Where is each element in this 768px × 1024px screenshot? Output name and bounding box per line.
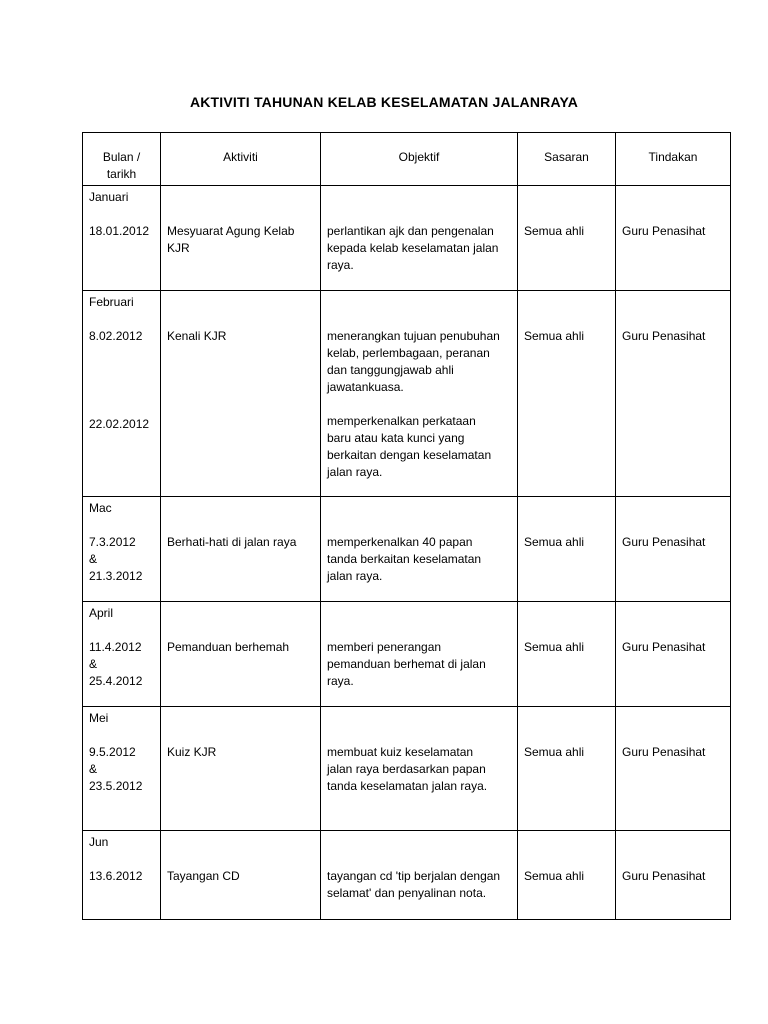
- table-row: [83, 186, 731, 291]
- cell-aktiviti: [161, 497, 321, 602]
- date-text: 18.01.2012: [89, 224, 150, 238]
- date-text: 25.4.2012: [89, 674, 143, 688]
- cell-objektif: [321, 497, 518, 602]
- cell-sasaran: [518, 831, 616, 920]
- tindakan-text: Guru Penasihat: [622, 535, 706, 549]
- document-title: AKTIVITI TAHUNAN KELAB KESELAMATAN JALANRAYA: [189, 94, 579, 110]
- objektif-line: kelab, perlembagaan, peranan: [327, 346, 490, 360]
- aktiviti-line: Kuiz KJR: [167, 745, 217, 759]
- cell-sasaran: [518, 186, 616, 291]
- aktiviti-line: KJR: [167, 241, 190, 255]
- objektif-line: raya.: [327, 674, 354, 688]
- cell-objektif: [321, 186, 518, 291]
- objektif-line: tayangan cd 'tip berjalan dengan: [327, 869, 501, 883]
- cell-bulan: [83, 707, 161, 831]
- tindakan-text: Guru Penasihat: [622, 329, 706, 343]
- cell-tindakan: [616, 186, 731, 291]
- objektif-line: selamat' dan penyalinan nota.: [327, 886, 487, 900]
- cell-aktiviti: [161, 291, 321, 497]
- objektif-line: dan tanggungjawab ahli: [327, 363, 454, 377]
- date-text: 21.3.2012: [89, 569, 143, 583]
- header-aktiviti: Aktiviti: [161, 133, 321, 186]
- objektif-line: jalan raya.: [327, 569, 383, 583]
- cell-tindakan: [616, 291, 731, 497]
- cell-tindakan: [616, 831, 731, 920]
- cell-tindakan: [616, 707, 731, 831]
- cell-bulan: [83, 186, 161, 291]
- sasaran-text: Semua ahli: [524, 329, 585, 343]
- cell-bulan: [83, 831, 161, 920]
- sasaran-text: Semua ahli: [524, 535, 585, 549]
- cell-objektif: [321, 707, 518, 831]
- cell-aktiviti: [161, 707, 321, 831]
- cell-sasaran: [518, 707, 616, 831]
- activities-table: [82, 132, 731, 920]
- month-label: April: [89, 606, 114, 620]
- cell-bulan: [83, 602, 161, 707]
- tindakan-text: Guru Penasihat: [622, 869, 706, 883]
- date-text: 11.4.2012: [89, 640, 142, 654]
- objektif-line: menerangkan tujuan penubuhan: [327, 329, 500, 343]
- objektif-line: pemanduan berhemat di jalan: [327, 657, 486, 671]
- objektif-line: perlantikan ajk dan pengenalan: [327, 224, 494, 238]
- table-row: [83, 291, 731, 497]
- date-text: 13.6.2012: [89, 869, 143, 883]
- cell-aktiviti: [161, 602, 321, 707]
- table-row: [83, 497, 731, 602]
- date-text: &: [89, 552, 98, 566]
- table-header-row: [83, 133, 731, 186]
- header-bulan: [83, 133, 161, 186]
- date-text: &: [89, 657, 98, 671]
- sasaran-text: Semua ahli: [524, 745, 585, 759]
- aktiviti-line: Mesyuarat Agung Kelab: [167, 224, 295, 238]
- tindakan-text: Guru Penasihat: [622, 640, 706, 654]
- objektif-line: kepada kelab keselamatan jalan: [327, 241, 499, 255]
- objektif-line: berkaitan dengan keselamatan: [327, 448, 492, 462]
- month-label: Jun: [89, 835, 109, 849]
- sasaran-text: Semua ahli: [524, 640, 585, 654]
- objektif-line: baru atau kata kunci yang: [327, 431, 465, 445]
- date-text: &: [89, 762, 98, 776]
- table-row: [83, 831, 731, 920]
- objektif-line: memberi penerangan: [327, 640, 442, 654]
- month-label: Februari: [89, 295, 134, 309]
- aktiviti-line: Kenali KJR: [167, 329, 227, 343]
- month-label: Mei: [89, 711, 109, 725]
- table-row: [83, 602, 731, 707]
- header-sasaran: Sasaran: [518, 133, 616, 186]
- cell-sasaran: [518, 497, 616, 602]
- objektif-line: membuat kuiz keselamatan: [327, 745, 474, 759]
- cell-aktiviti: [161, 831, 321, 920]
- cell-sasaran: [518, 291, 616, 497]
- cell-objektif: [321, 831, 518, 920]
- sasaran-text: Semua ahli: [524, 869, 585, 883]
- objektif-line: jalan raya berdasarkan papan: [327, 762, 486, 776]
- header-bulan-line2: tarikh: [106, 167, 137, 181]
- header-bulan-line1: Bulan /: [102, 150, 141, 164]
- cell-sasaran: [518, 602, 616, 707]
- date-text: 9.5.2012: [89, 745, 136, 759]
- cell-objektif: [321, 602, 518, 707]
- cell-tindakan: [616, 497, 731, 602]
- tindakan-text: Guru Penasihat: [622, 745, 706, 759]
- objektif-line: tanda keselamatan jalan raya.: [327, 779, 488, 793]
- cell-aktiviti: [161, 186, 321, 291]
- table-row: [83, 707, 731, 831]
- cell-bulan: [83, 291, 161, 497]
- tindakan-text: Guru Penasihat: [622, 224, 706, 238]
- objektif-line: raya.: [327, 258, 354, 272]
- cell-tindakan: [616, 602, 731, 707]
- objektif-line: jawatankuasa.: [327, 380, 404, 394]
- sasaran-text: Semua ahli: [524, 224, 585, 238]
- objektif-line: memperkenalkan perkataan: [327, 414, 476, 428]
- date-text: 22.02.2012: [89, 417, 150, 431]
- aktiviti-line: Pemanduan berhemah: [167, 640, 290, 654]
- header-tindakan: Tindakan: [616, 133, 731, 186]
- objektif-line: jalan raya.: [327, 465, 383, 479]
- month-label: Mac: [89, 501, 112, 515]
- objektif-line: memperkenalkan 40 papan: [327, 535, 473, 549]
- aktiviti-line: Berhati-hati di jalan raya: [167, 535, 297, 549]
- cell-objektif: [321, 291, 518, 497]
- objektif-line: tanda berkaitan keselamatan: [327, 552, 482, 566]
- date-text: 7.3.2012: [89, 535, 136, 549]
- month-label: Januari: [89, 190, 129, 204]
- aktiviti-line: Tayangan CD: [167, 869, 240, 883]
- cell-bulan: [83, 497, 161, 602]
- header-objektif: Objektif: [321, 133, 518, 186]
- date-text: 23.5.2012: [89, 779, 143, 793]
- date-text: 8.02.2012: [89, 329, 143, 343]
